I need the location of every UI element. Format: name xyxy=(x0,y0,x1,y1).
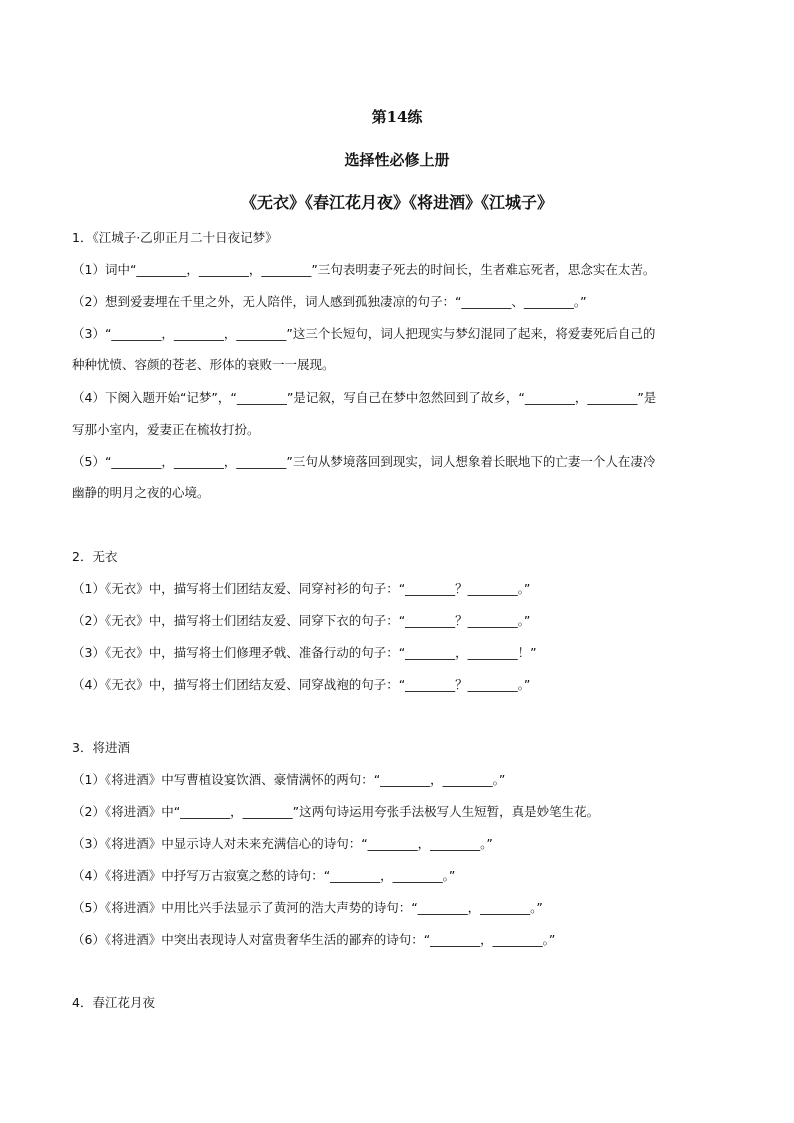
question-2-3: （3）《无衣》中，描写将士们修理矛戟、准备行动的句子：“________，________！” xyxy=(72,645,537,660)
question-2-2: （2）《无衣》中，描写将士们团结友爱、同穿下衣的句子：“________？________。” xyxy=(72,613,531,628)
section-3-heading: 3．将进酒 xyxy=(72,740,130,755)
question-1-3-cont: 种种忧愤、容颜的苍老、形体的衰败一一展现。 xyxy=(72,357,335,372)
question-3-1: （1）《将进酒》中写曹植设宴饮酒、豪情满怀的两句：“________，________。” xyxy=(72,772,506,787)
section-4-heading: 4．春江花月夜 xyxy=(72,995,155,1010)
question-1-4: （4）下阕入题开始“记梦”，“________”是记叙，写自己在梦中忽然回到了故乡，“________，________”是 xyxy=(72,390,657,405)
question-1-5-cont: 幽静的明月之夜的心境。 xyxy=(72,485,210,500)
question-1-2: （2）想到爱妻埋在千里之外，无人陪伴，词人感到孤独凄凉的句子：“________、________。” xyxy=(72,294,587,309)
section-2-heading: 2．无衣 xyxy=(72,549,118,564)
question-1-4-cont: 写那小室内，爱妻正在梳妆打扮。 xyxy=(72,422,260,437)
question-1-1: （1）词中“________，________，________”三句表明妻子死去的时间长，生者难忘死者，思念实在太苦。 xyxy=(72,262,656,277)
works-title: 《无衣》《春江花月夜》《将进酒》《江城子》 xyxy=(240,193,553,212)
lesson-title: 第14练 xyxy=(371,108,423,126)
question-3-2: （2）《将进酒》中“________，________”这两句诗运用夸张手法极写人生短暂，真是妙笔生花。 xyxy=(72,804,600,819)
question-1-3: （3）“________，________，________”这三个长短句，词人把现实与梦幻混同了起来，将爱妻死后自己的 xyxy=(72,326,656,341)
question-3-4: （4）《将进酒》中抒写万古寂寞之愁的诗句：“________，________。” xyxy=(72,868,456,883)
question-1-5: （5）“________，________，________”三句从梦境落回到现实，词人想象着长眠地下的亡妻一个人在凄冷 xyxy=(72,454,656,469)
question-2-4: （4）《无衣》中，描写将士们团结友爱、同穿战袍的句子：“________？________。” xyxy=(72,677,531,692)
question-3-5: （5）《将进酒》中用比兴手法显示了黄河的浩大声势的诗句：“________，________。” xyxy=(72,900,543,915)
section-1-heading: 1．《江城子·乙卯正月二十日夜记梦》 xyxy=(72,230,278,245)
question-3-3: （3）《将进酒》中显示诗人对未来充满信心的诗句：“________，________。” xyxy=(72,836,493,851)
question-2-1: （1）《无衣》中，描写将士们团结友爱、同穿衬衫的句子：“________？________。” xyxy=(72,581,531,596)
question-3-6: （6）《将进酒》中突出表现诗人对富贵奢华生活的鄙弃的诗句：“________，________。” xyxy=(72,932,556,947)
volume-title: 选择性必修上册 xyxy=(344,151,450,169)
